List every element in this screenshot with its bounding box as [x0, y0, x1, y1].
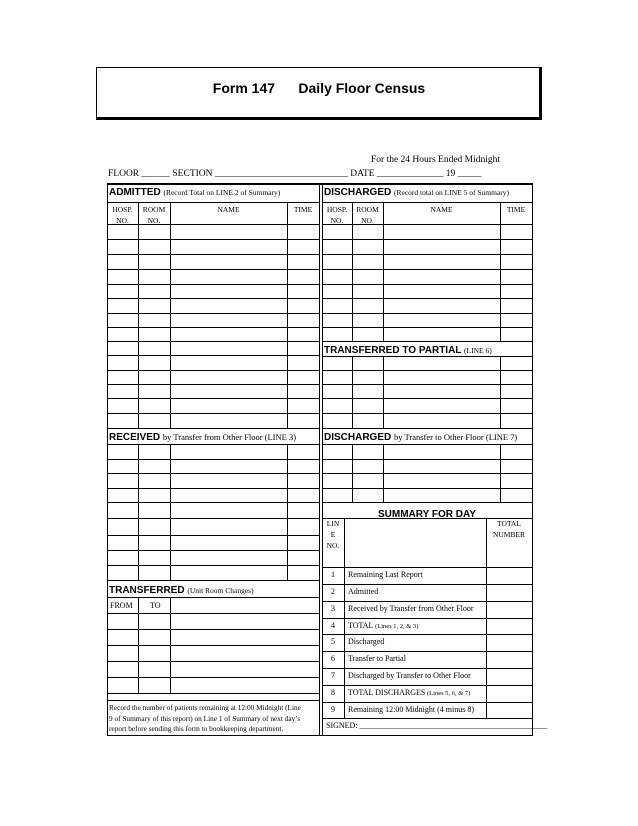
- received-heading: [109, 432, 296, 443]
- summary-line-label: Admitted: [348, 587, 379, 596]
- period-label: For the 24 Hours Ended Midnight: [371, 155, 501, 165]
- admitted-hosp-header: HOSP. NO.: [112, 205, 133, 225]
- grid-line: [287, 444, 288, 580]
- summary-line-header: LIN E NO.: [326, 519, 340, 550]
- admitted-room-header: ROOM NO.: [142, 205, 166, 225]
- grid-line: [352, 444, 353, 502]
- received-title: RECEIVED: [109, 432, 161, 443]
- outer-border-bottom: [107, 735, 533, 736]
- discharged-transfer-title: DISCHARGED: [324, 432, 392, 443]
- grid-line: [500, 202, 501, 341]
- summary-line-label: TOTAL DISCHARGES (Lines 5, 6, & 7): [348, 688, 471, 697]
- grid-line: [322, 634, 532, 635]
- summary-line-number: 2: [331, 587, 335, 596]
- signed-line: SIGNED: _______________________________________________: [326, 721, 548, 730]
- summary-line-number: 7: [331, 671, 335, 680]
- footer-instructions-line: report before sending this form to bookkeeping department.: [109, 724, 284, 733]
- grid-line: [107, 700, 319, 701]
- grid-line: [486, 518, 487, 718]
- admitted-title: ADMITTED: [109, 187, 161, 198]
- grid-line: [322, 718, 532, 719]
- grid-line: [344, 518, 345, 718]
- outer-border-top: [107, 183, 533, 185]
- grid-line: [287, 202, 288, 428]
- summary-line-label: Discharged: [348, 637, 385, 646]
- grid-line: [107, 580, 319, 581]
- grid-line: [138, 597, 139, 693]
- discharged-name-header: NAME: [430, 205, 453, 214]
- summary-line-label: TOTAL (Lines 1, 2, & 3): [348, 621, 419, 630]
- received-note: by Transfer from Other Floor (LINE 3): [162, 432, 297, 442]
- grid-line: [383, 356, 384, 428]
- grid-line: [383, 444, 384, 502]
- footer-instructions: [109, 703, 301, 735]
- summary-line-number: 5: [331, 637, 335, 646]
- form-number: Form 147: [212, 80, 276, 96]
- grid-line: [322, 651, 532, 652]
- grid-line: [322, 584, 532, 585]
- summary-line-number: 8: [331, 688, 335, 697]
- grid-line: [107, 428, 319, 429]
- center-divider: [319, 183, 320, 735]
- grid-line: [107, 693, 319, 694]
- transferred-note: (Unit Room Changes): [187, 586, 254, 595]
- summary-line-label: Discharged by Transfer to Other Floor: [348, 671, 471, 680]
- admitted-heading: [109, 187, 280, 198]
- summary-line-number: 4: [331, 621, 335, 630]
- grid-line: [138, 202, 139, 428]
- admitted-note: (Record Total on LINE 2 of Summary): [163, 188, 281, 197]
- summary-line-label: Remaining Last Report: [348, 570, 423, 579]
- discharged-heading: [324, 187, 509, 198]
- grid-line: [322, 702, 532, 703]
- summary-title: SUMMARY FOR DAY: [378, 509, 476, 520]
- transferred-to-header: TO: [150, 601, 161, 610]
- discharged-room-header: ROOM NO.: [356, 205, 379, 225]
- summary-line-label: Remaining 12:00 Midnight (4 minus 8): [348, 705, 474, 714]
- grid-line: [170, 444, 171, 580]
- grid-line: [322, 567, 532, 568]
- transferred-partial-heading: [324, 345, 492, 356]
- grid-line: [500, 444, 501, 502]
- grid-line: [322, 341, 532, 342]
- discharged-title: DISCHARGED: [324, 187, 392, 198]
- grid-line: [322, 601, 532, 602]
- transferred-from-header: FROM: [110, 601, 133, 610]
- grid-line: [322, 502, 532, 503]
- grid-line: [170, 202, 171, 428]
- discharged-transfer-heading: [324, 432, 517, 443]
- transferred-partial-note: (LINE 6): [464, 346, 492, 355]
- transferred-heading: [109, 585, 254, 596]
- grid-line: [352, 356, 353, 428]
- footer-instructions-line: 9 of Summary of this report) on Line 1 of Summary of next day’s: [109, 713, 301, 723]
- admitted-time-header: TIME: [293, 205, 313, 214]
- admitted-name-header: NAME: [217, 205, 240, 214]
- grid-line: [383, 202, 384, 341]
- grid-line: [322, 618, 532, 619]
- discharged-note: (Record total on LINE 5 of Summary): [394, 188, 509, 197]
- summary-line-number: 9: [331, 705, 335, 714]
- summary-total-header: TOTAL NUMBER: [492, 519, 526, 539]
- form-name: Daily Floor Census: [298, 80, 426, 96]
- grid-line: [138, 444, 139, 580]
- summary-line-note: (Lines 5, 6, & 7): [425, 690, 471, 697]
- summary-line-label: Received by Transfer from Other Floor: [348, 604, 474, 613]
- grid-line: [322, 428, 532, 429]
- discharged-transfer-note: by Transfer to Other Floor (LINE 7): [394, 432, 518, 442]
- summary-line-number: 3: [331, 604, 335, 613]
- floor-section-date-line: FLOOR ______ SECTION ____________________________ DATE ______________ 19 _____: [108, 169, 482, 179]
- discharged-time-header: TIME: [506, 205, 526, 214]
- transferred-partial-title: TRANSFERRED TO PARTIAL: [324, 345, 462, 356]
- summary-line-note: (Lines 1, 2, & 3): [373, 623, 419, 630]
- form-title: [96, 80, 542, 96]
- grid-line: [322, 668, 532, 669]
- transferred-title: TRANSFERRED: [109, 585, 185, 596]
- discharged-hosp-header: HOSP. NO.: [326, 205, 348, 225]
- grid-line: [500, 356, 501, 428]
- grid-line: [322, 685, 532, 686]
- summary-line-number: 1: [331, 570, 335, 579]
- outer-border-right: [532, 183, 533, 735]
- footer-instructions-line: Record the number of patients remaining at 12:00 Midnight (Line: [109, 703, 301, 712]
- grid-line: [170, 597, 171, 693]
- summary-line-label: Transfer to Partial: [348, 654, 406, 663]
- summary-line-number: 6: [331, 654, 335, 663]
